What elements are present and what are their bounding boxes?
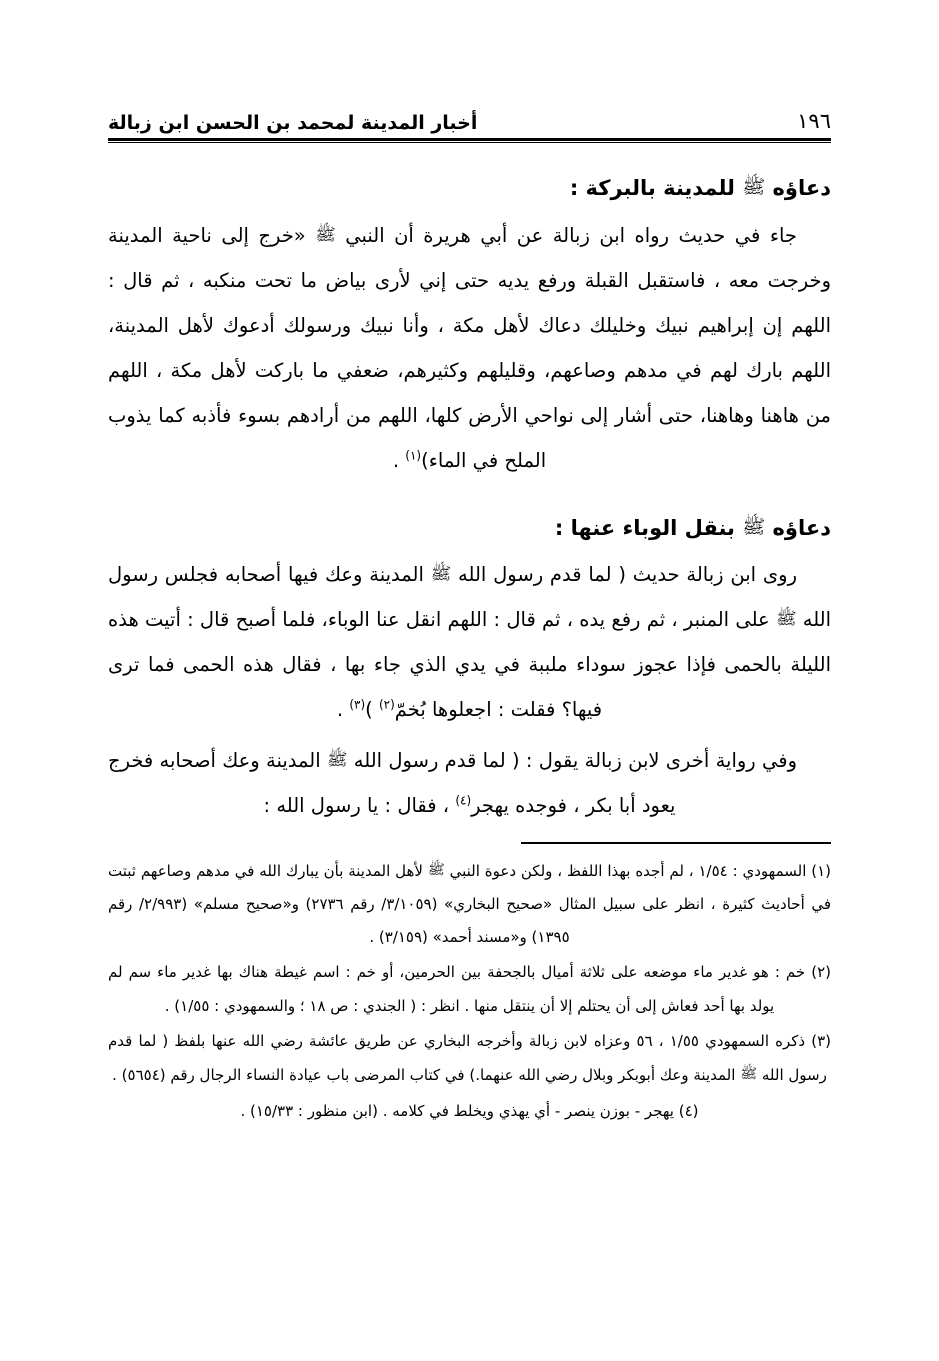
body-paragraph-1	[108, 213, 831, 483]
footnote-divider-rule	[521, 842, 831, 844]
paragraph-3-part-b: المدينة وعك أصحابه فخرج يعود أبا بكر ، فوجده يهجر	[108, 749, 676, 817]
body-paragraph-2	[108, 552, 831, 732]
footnote-item-2	[108, 956, 831, 1023]
heading-text-before: دعاؤه	[765, 515, 831, 540]
footnote-ref-1[interactable]: (١)	[405, 448, 422, 462]
paragraph-1-part-b: «خرج إلى ناحية المدينة وخرجت معه ، فاستقبل القبلة ورفع يديه حتى إني لأرى بياض ما تحت منكبه ، ثم قال : اللهم إن إبراهيم نبيك وخليلك دعاك لأهل مكة ، وأنا نبيك ورسولك أدعوك لأهل المدينة، اللهم بارك لهم في مدهم وصاعهم، وقليلهم وكثيرهم، ضعفي ما باركت لأهل مكة ، اللهم من هاهنا وهاهنا، حتى أشار إلى نواحي الأرض كلها، اللهم من أرادهم بسوء فأذبه كما يذوب الملح في الماء)	[108, 223, 831, 472]
footnote-ref-3[interactable]: (٣)	[349, 697, 366, 712]
footnote-item-3	[108, 1025, 831, 1092]
paragraph-2-part-b: المدينة وعك فيها أصحابه فجلس رسول الله	[108, 563, 832, 631]
footnote-item-4	[108, 1094, 831, 1128]
heading-text-before: دعاؤه	[765, 176, 831, 200]
paragraph-1-end: .	[392, 448, 406, 472]
heading-text-after: بنقل الوباء عنها :	[554, 515, 743, 540]
salla-allahu-alayhi-wasallam-icon: ﷺ	[430, 564, 452, 584]
salla-allahu-alayhi-wasallam-icon: ﷺ	[315, 224, 336, 245]
footnote-4-text-a: يهجر - بوزن ينصر - أي يهذي ويخلط في كلامه . (ابن منظور : ١٥/٣٣) .	[240, 1102, 679, 1120]
paragraph-2-end: .	[336, 698, 350, 721]
footnote-separator	[108, 842, 831, 844]
section-heading-dua-baraka	[108, 173, 831, 205]
paragraph-1-part-a: جاء في حديث رواه ابن زبالة عن أبي هريرة أن النبي	[335, 223, 797, 247]
paragraph-3-part-c: ، فقال : يا رسول الله :	[263, 794, 456, 817]
paragraph-2-part-a: روى ابن زبالة حديث ( لما قدم رسول الله	[451, 563, 797, 586]
section-heading-dua-waba	[108, 513, 831, 545]
salla-allahu-alayhi-wasallam-icon: ﷺ	[740, 1066, 758, 1082]
heading-text-after: للمدينة بالبركة :	[569, 176, 743, 200]
page-number: ١٩٦	[797, 109, 831, 133]
footnotes-block	[108, 854, 831, 1128]
paragraph-2-part-d: )	[365, 698, 379, 721]
footnote-item-1	[108, 854, 831, 954]
salla-allahu-alayhi-wasallam-icon: ﷺ	[326, 750, 348, 770]
footnote-3-text-a: ذكره السمهودي ١/٥٥ ، ٥٦ وعزاه لابن زبالة وأخرجه البخاري عن طريق عائشة رضي الله عنها بلفظ ( لما قدم رسول الله	[108, 1032, 827, 1084]
body-paragraph-3	[108, 738, 831, 828]
running-header-title: أخبار المدينة لمحمد بن الحسن ابن زبالة	[108, 112, 478, 134]
paragraph-3-part-a: وفي رواية أخرى لابن زبالة يقول : ( لما قدم رسول الله	[347, 749, 797, 772]
footnote-marker-3: (٣)	[811, 1032, 831, 1050]
footnote-ref-4[interactable]: (٤)	[455, 793, 472, 808]
salla-allahu-alayhi-wasallam-icon: ﷺ	[742, 515, 766, 538]
footnote-1-text-a: السمهودي : ١/٥٤ ، لم أجده بهذا اللفظ ، ولكن دعوة النبي	[444, 862, 812, 880]
header-divider-rule	[108, 138, 831, 143]
footnote-marker-2: (٢)	[811, 963, 831, 981]
footnote-2-text-a: خم : هو غدير ماء موضعه على ثلاثة أميال بالجحفة بين الحرمين، أو خم : اسم غيطة هناك بها غدير ماء سم لم يولد بها أحد فعاش إلى أن يحتلم إلا أن ينتقل منها . انظر : ( الجندي : ص ١٨ ؛ والسمهودي : ١/٥٥) .	[108, 963, 812, 1015]
salla-allahu-alayhi-wasallam-icon: ﷺ	[775, 609, 797, 629]
salla-allahu-alayhi-wasallam-icon: ﷺ	[427, 862, 445, 878]
footnote-ref-2[interactable]: (٢)	[378, 697, 395, 712]
footnote-3-text-b: المدينة وعك أبوبكر وبلال رضي الله عنهما.) في كتاب المرضى باب عيادة النساء الرجال رقم (٥٦٥٤) .	[112, 1066, 741, 1084]
footnote-1-text-b: لأهل المدينة بأن يبارك الله في مدهم وصاعهم ثبتت في أحاديث كثيرة ، انظر على سبيل المثال «صحيح البخاري» (٣/١٠٥٩/ رقم ٢٧٣٦) و«صحيح مسلم» (٢/٩٩٣/ رقم ١٣٩٥) و«مسند أحمد» (٣/١٥٩) .	[108, 862, 831, 946]
paragraph-2-part-c: على المنبر ، ثم رفع يده ، ثم قال : اللهم انقل عنا الوباء، فلما أصبح قال : أتيت هذه الليلة بالحمى فإذا عجوز سوداء ملببة في يدي الذي جاء بها ، فقال هذه الحمى فما ترى فيها؟ فقلت : اجعلوها بُخمّ	[108, 608, 831, 721]
footnote-marker-1: (١)	[811, 862, 832, 880]
running-header	[108, 100, 831, 134]
salla-allahu-alayhi-wasallam-icon: ﷺ	[742, 176, 766, 198]
footnote-marker-4: (٤)	[678, 1102, 699, 1120]
